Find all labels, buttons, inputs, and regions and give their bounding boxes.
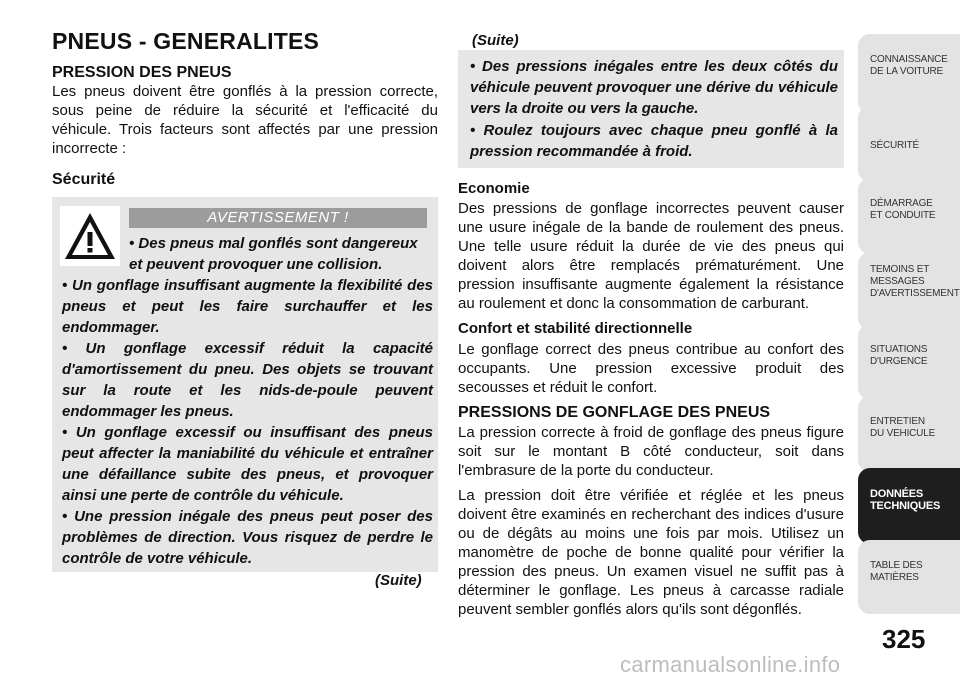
- warning-triangle-icon: [60, 206, 120, 266]
- warning-cont-item-2: • Roulez toujours avec chaque pneu gonflé à la pression recommandée à froid.: [470, 122, 838, 160]
- suite-label-bottom: (Suite): [375, 572, 422, 589]
- intro-paragraph: Les pneus doivent être gonflés à la pression correcte, sous peine de réduire la sécurité et l'efficacité du véhicule. Trois facteurs sont affectés par une pression incorrecte :: [52, 83, 438, 157]
- tab-label-line: DÉMARRAGE: [870, 198, 933, 209]
- warning-cont-item-1: • Des pressions inégales entre les deux côtés du véhicule peuvent provoquer une dérive du véhicule vers la droite ou vers la gauche.: [470, 58, 838, 117]
- tab-label-line: DU VEHICULE: [870, 428, 936, 439]
- tab-label-line: D'AVERTISSEMENT: [870, 288, 960, 299]
- tab-label-line: TABLE DES: [870, 560, 923, 571]
- warning-title: AVERTISSEMENT !: [129, 208, 427, 228]
- warning-item-4: • Un gonflage excessif ou insuffisant des pneus peut affecter la maniabilité du véhicule et entraîner une défaillance subite des pneus, et provoquer ainsi une perte de contrôle du véhicule.: [62, 424, 433, 504]
- tab-connaissance[interactable]: [858, 34, 960, 114]
- tab-securite[interactable]: [858, 106, 960, 182]
- warning-item-3: • Un gonflage excessif réduit la capacité d'amortissement du pneu. Des objets se trouvant sur la route et les nids-de-poule peuvent endommager les pneus.: [62, 340, 433, 420]
- economie-paragraph: Des pressions de gonflage incorrectes peuvent causer une usure inégale de la bande de roulement des pneus. Une telle usure réduit la durée de vie des pneus qui doivent alors être remplacés prématurément. Une pression insuffisante augmente également la résistance au roulement et donc la consommation de carburant.: [458, 200, 844, 312]
- tab-label-line: ET CONDUITE: [870, 210, 936, 221]
- pressions-paragraph-2: La pression doit être vérifiée et réglée et les pneus doivent être examinés en recherchant des indices d'usure ou de dégâts au moins une fois par mois. Utilisez un manomètre de poche de bonne qualité pour vérifier la pression des pneus. Un examen visuel ne suffit pas à déterminer le gonflage. Les pneus à carcasse radiale peuvent sembler gonflés alors qu'ils sont dégonflés.: [458, 487, 844, 618]
- tab-label-line: MESSAGES: [870, 276, 925, 287]
- page-number: 325: [882, 624, 926, 654]
- subtitle-securite: Sécurité: [52, 171, 116, 188]
- tab-label-line: D'URGENCE: [870, 356, 928, 367]
- page-title: PNEUS - GENERALITES: [52, 28, 320, 54]
- tab-label-line: TEMOINS ET: [870, 264, 930, 275]
- tab-entretien[interactable]: [858, 396, 960, 472]
- tab-label-line: MATIÈRES: [870, 572, 919, 583]
- warning-item-2: • Un gonflage insuffisant augmente la flexibilité des pneus et peut les faire surchauffer et les endommager.: [62, 277, 433, 336]
- tab-donnees-techniques[interactable]: [858, 468, 960, 544]
- section-title-pressions: PRESSIONS DE GONFLAGE DES PNEUS: [458, 404, 771, 421]
- tab-label-line: DE LA VOITURE: [870, 66, 943, 77]
- tab-label-line: CONNAISSANCE: [870, 54, 948, 65]
- tab-label-line: SÉCURITÉ: [870, 140, 919, 151]
- warning-item-1: • Des pneus mal gonflés sont dangereux et peuvent provoquer une collision.: [129, 235, 418, 273]
- tab-label-line: SITUATIONS: [870, 344, 928, 355]
- pressions-paragraph-1: La pression correcte à froid de gonflage des pneus figure soit sur le montant B côté conducteur, soit dans l'embrasure de la porte du conducteur.: [458, 424, 844, 479]
- confort-paragraph: Le gonflage correct des pneus contribue au confort des occupants. Une pression excessive produit des secousses et réduit le confort.: [458, 341, 844, 396]
- tab-demarrage[interactable]: [858, 178, 960, 254]
- tab-table-des-matieres[interactable]: [858, 540, 960, 614]
- section-title-pression: PRESSION DES PNEUS: [52, 64, 232, 81]
- subtitle-economie: Economie: [458, 180, 530, 197]
- tab-situations[interactable]: [858, 324, 960, 400]
- tab-label-line: TECHNIQUES: [870, 500, 941, 512]
- watermark-text: carmanualsonline.info: [620, 652, 841, 677]
- suite-label-top: (Suite): [472, 32, 519, 49]
- tab-label-line: ENTRETIEN: [870, 416, 925, 427]
- tab-temoins[interactable]: [858, 252, 960, 330]
- warning-item-5: • Une pression inégale des pneus peut poser des problèmes de direction. Vous risquez de perdre le contrôle de votre véhicule.: [62, 508, 433, 567]
- subtitle-confort: Confort et stabilité directionnelle: [458, 320, 693, 337]
- tab-label-line: DONNÉES: [870, 488, 923, 500]
